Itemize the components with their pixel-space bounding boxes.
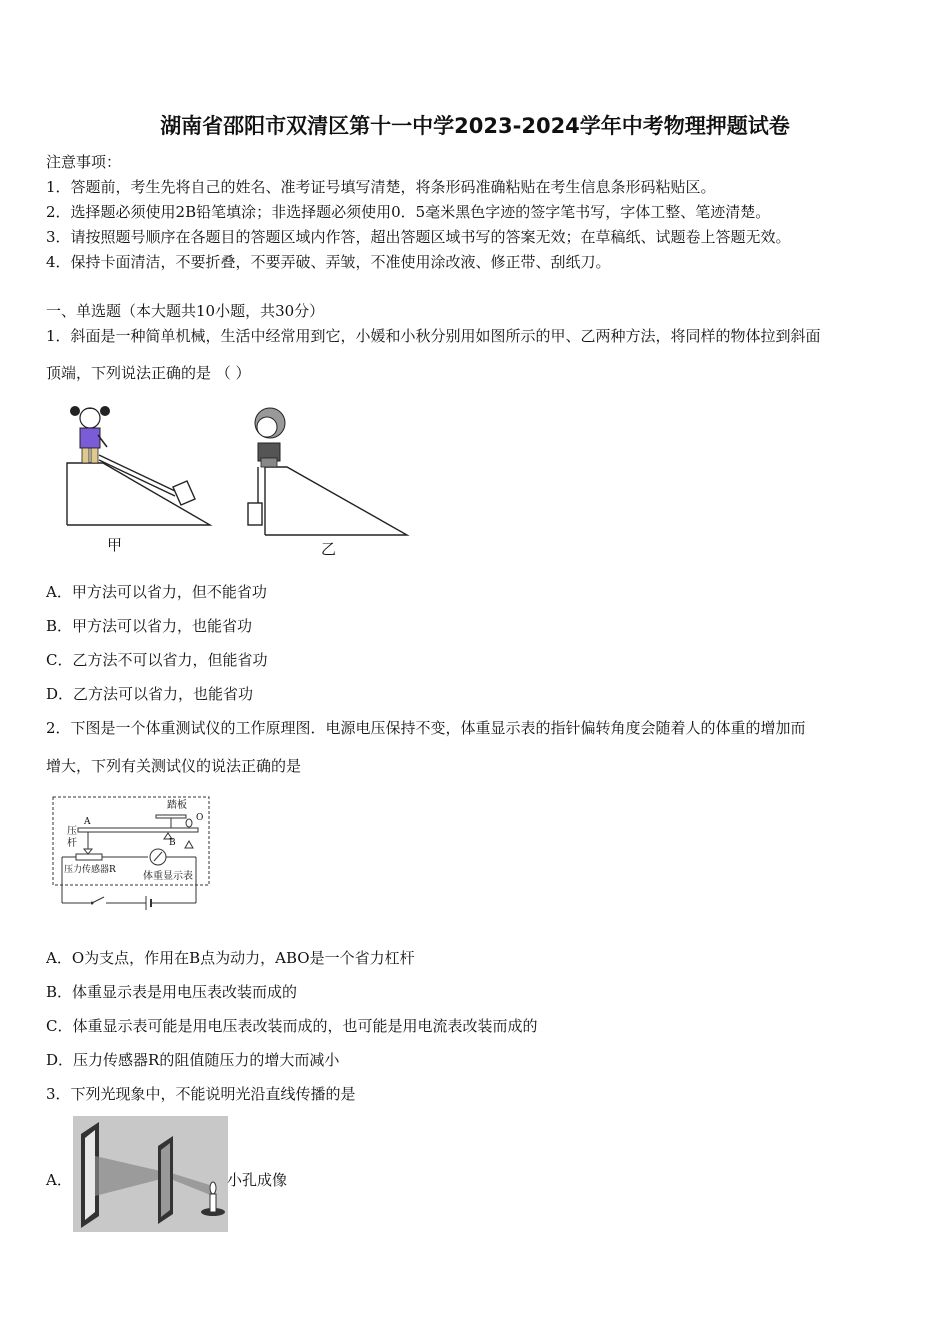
q1-option-b: B．甲方法可以省力，也能省功	[46, 617, 253, 635]
incline-jia-figure	[67, 455, 210, 525]
label-b: B	[169, 838, 176, 848]
incline-yi-figure	[248, 467, 407, 535]
q2-option-b: B．体重显示表是用电压表改装而成的	[46, 983, 298, 1001]
figure-label-yi: 乙	[321, 540, 337, 558]
q2-stem-line1: 2．下图是一个体重测试仪的工作原理图．电源电压保持不变，体重显示表的指针偏转角度会随着人的体重的增加而	[46, 719, 806, 737]
q1-option-c: C．乙方法不可以省力，但能省功	[46, 651, 268, 669]
label-o: O	[196, 813, 204, 823]
section-heading: 一、单选题（本大题共10小题，共30分）	[46, 302, 325, 320]
q2-option-c: C．体重显示表可能是用电压表改装而成的，也可能是用电流表改装而成的	[46, 1017, 538, 1035]
boy-figure	[255, 408, 285, 467]
pinhole-imaging-figure	[73, 1116, 228, 1232]
notice-item-3: 3．请按照题号顺序在各题目的答题区域内作答，超出答题区域书写的答案无效；在草稿纸、试题卷上答题无效。	[46, 228, 791, 246]
page-title: 湖南省邵阳市双清区第十一中学2023-2024学年中考物理押题试卷	[160, 114, 790, 138]
q1-option-a: A．甲方法可以省力，但不能省功	[46, 583, 267, 601]
figure-label-jia: 甲	[107, 536, 123, 554]
notice-heading: 注意事项：	[46, 153, 122, 171]
q1-option-d: D．乙方法可以省力，也能省功	[46, 685, 254, 703]
q1-stem-line1: 1．斜面是一种简单机械，生活中经常用到它，小媛和小秋分别用如图所示的甲、乙两种方法，将同样的物体拉到斜面	[46, 327, 821, 345]
notice-item-2: 2．选择题必须使用2B铅笔填涂；非选择题必须使用0．5毫米黑色字迹的签字笔书写，字体工整、笔迹清楚。	[46, 203, 771, 221]
label-a: A	[84, 817, 91, 827]
q2-option-d: D．压力传感器R的阻值随压力的增大而减小	[46, 1051, 340, 1069]
q3-option-a-label: A．	[46, 1171, 72, 1189]
label-lever-1: 压	[67, 826, 77, 837]
notice-item-1: 1．答题前，考生先将自己的姓名、准考证号填写清楚，将条形码准确粘贴在考生信息条形码粘贴区。	[46, 178, 716, 196]
label-lever-2: 杆	[67, 838, 77, 849]
label-meter: 体重显示表	[143, 871, 193, 882]
label-pedal: 踏板	[167, 800, 187, 811]
label-sensor: 压力传感器R	[64, 865, 116, 875]
girl-figure	[70, 406, 110, 463]
q2-circuit-figure	[48, 793, 218, 918]
notice-item-4: 4．保持卡面清洁，不要折叠，不要弄破、弄皱，不准使用涂改液、修正带、刮纸刀。	[46, 253, 611, 271]
q3-option-a-text: 小孔成像	[227, 1171, 288, 1189]
q2-stem-line2: 增大，下列有关测试仪的说法正确的是	[46, 757, 302, 775]
q1-stem-line2: 顶端，下列说法正确的是 （ ）	[46, 364, 251, 382]
q3-stem: 3．下列光现象中，不能说明光沿直线传播的是	[46, 1085, 356, 1103]
q2-option-a: A．O为支点，作用在B点为动力，ABO是一个省力杠杆	[46, 949, 415, 967]
